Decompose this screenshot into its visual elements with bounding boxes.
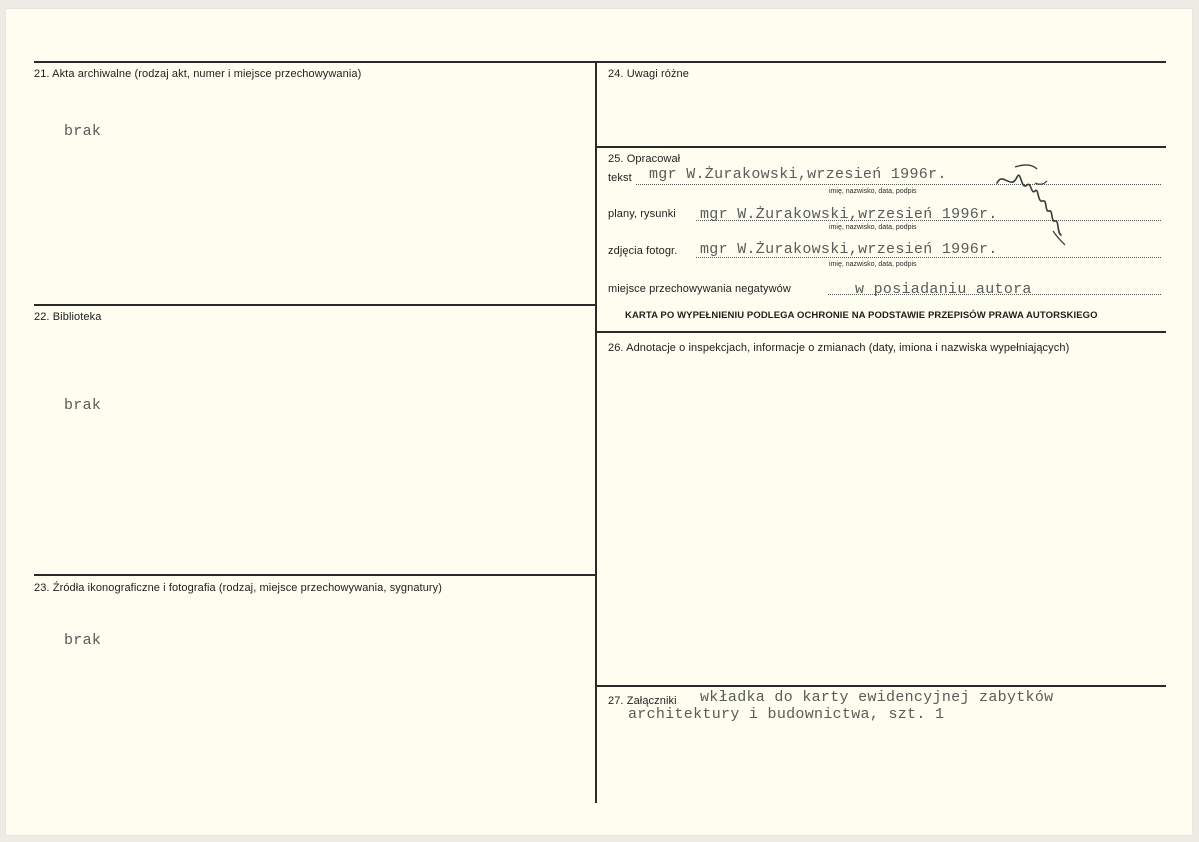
tekst-caption: imię, nazwisko, data, podpis [829, 188, 917, 195]
handwritten-signature [991, 161, 1071, 251]
center-divider-line [595, 61, 597, 803]
section-27-value-line1: wkładka do karty ewidencyjnej zabytków [700, 689, 1054, 706]
plany-value: mgr W.Żurakowski,wrzesień 1996r. [700, 206, 998, 223]
section-24-label: 24. Uwagi różne [608, 68, 689, 80]
top-border-line [34, 61, 1166, 63]
divider-26-27 [596, 685, 1166, 687]
section-23-value: brak [64, 632, 102, 649]
divider-25-26 [596, 331, 1166, 333]
section-21-label: 21. Akta archiwalne (rodzaj akt, numer i miejsce przechowywania) [34, 68, 362, 80]
section-22-value: brak [64, 397, 102, 414]
section-21-value: brak [64, 123, 102, 140]
section-25-label: 25. Opracował [608, 153, 681, 165]
section-22-label: 22. Biblioteka [34, 311, 102, 323]
divider-22-23 [34, 574, 596, 576]
section-23-label: 23. Źródła ikonograficzne i fotografia (rodzaj, miejsce przechowywania, sygnatury) [34, 582, 443, 594]
plany-caption: imię, nazwisko, data, podpis [829, 224, 917, 231]
zdjecia-caption: imię, nazwisko, data, podpis [829, 261, 917, 268]
copyright-notice: KARTA PO WYPEŁNIENIU PODLEGA OCHRONIE NA PODSTAWIE PRZEPISÓW PRAWA AUTORSKIEGO [625, 310, 1098, 321]
section-27-label: 27. Załączniki [608, 695, 677, 707]
section-26-label: 26. Adnotacje o inspekcjach, informacje o zmianach (daty, imiona i nazwiska wypełniających) [608, 342, 1070, 354]
negatywy-value: w posiadaniu autora [855, 281, 1032, 298]
divider-24-25 [596, 146, 1166, 148]
zdjecia-label: zdjęcia fotogr. [608, 245, 678, 257]
negatywy-label: miejsce przechowywania negatywów [608, 283, 791, 295]
tekst-dotted-line [636, 184, 1161, 185]
section-27-value-line2: architektury i budownictwa, szt. 1 [628, 706, 945, 723]
plany-label: plany, rysunki [608, 208, 676, 220]
divider-21-22 [34, 304, 596, 306]
tekst-value: mgr W.Żurakowski,wrzesień 1996r. [649, 166, 947, 183]
record-card-page [6, 9, 1192, 835]
zdjecia-value: mgr W.Żurakowski,wrzesień 1996r. [700, 241, 998, 258]
tekst-label: tekst [608, 172, 632, 184]
